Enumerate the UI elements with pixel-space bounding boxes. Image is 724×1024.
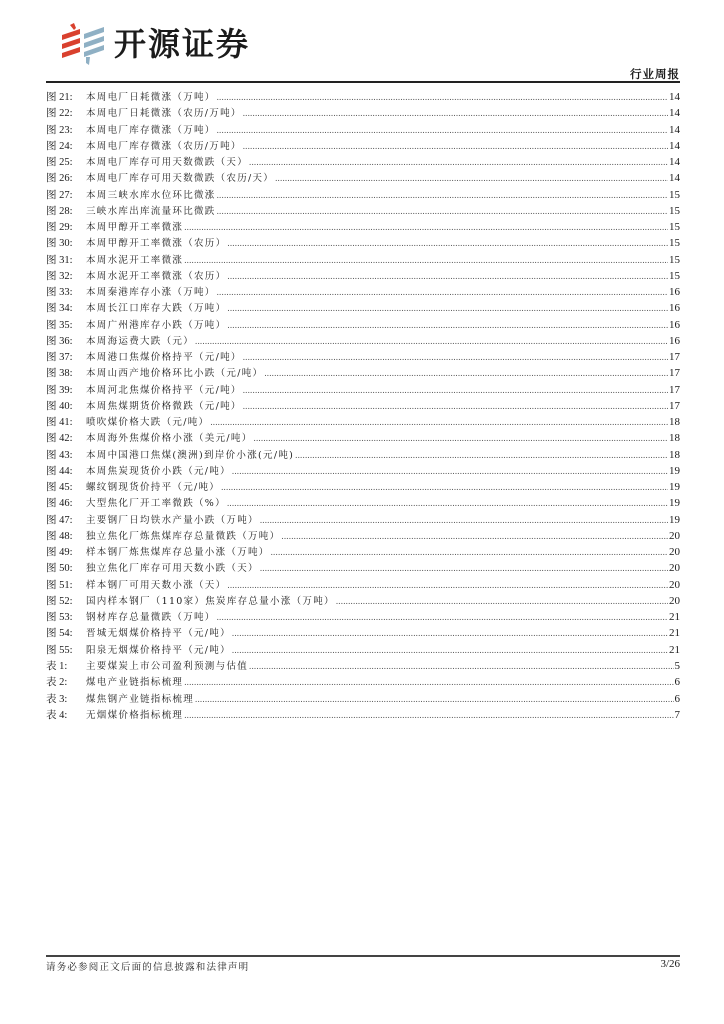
- leader-dots: [217, 122, 668, 138]
- leader-dots: [243, 349, 668, 365]
- leader-dots: [195, 691, 673, 707]
- entry-label: 表 4:: [46, 709, 68, 721]
- page-indicator: 3/26: [660, 958, 680, 970]
- entry-title: 国内样本钢厂（110家）焦炭库存总量小涨（万吨）: [86, 595, 335, 607]
- entry-label: 图 27:: [46, 189, 73, 201]
- entry-label: 图 46:: [46, 498, 73, 510]
- leader-dots: [243, 398, 668, 414]
- entry-title: 本周三峡水库水位环比微涨: [86, 189, 216, 201]
- entry-label: 图 32:: [46, 270, 73, 282]
- entry-title: 阳泉无烟煤价格持平（元/吨）: [86, 644, 231, 656]
- entry-label: 图 54:: [46, 628, 73, 640]
- brand-name: 开源证券: [114, 25, 251, 63]
- entry-page-number: 14: [669, 107, 680, 120]
- figure-entry[interactable]: [46, 382, 680, 398]
- entry-page-number: 15: [669, 221, 680, 233]
- leader-dots: [221, 479, 668, 495]
- entry-label: 图 43:: [46, 449, 73, 461]
- header-divider: [46, 81, 680, 83]
- entry-page-number: 17: [669, 367, 680, 380]
- entry-label: 图 29:: [46, 222, 73, 233]
- leader-dots: [184, 219, 668, 235]
- entry-title: 本周焦煤期货价格微跌（元/吨）: [86, 400, 242, 412]
- figure-entry[interactable]: [46, 593, 680, 609]
- leader-dots: [275, 170, 668, 186]
- leader-dots: [336, 593, 668, 609]
- figure-entry[interactable]: [46, 333, 680, 349]
- entry-title: 本周电厂库存可用天数微跌（天）: [86, 157, 249, 168]
- entry-title: 主要钢厂日均铁水产量小跌（万吨）: [86, 514, 259, 526]
- entry-title: 本周电厂库存可用天数微跌（农历/天）: [86, 173, 275, 185]
- entry-title: 无烟煤价格指标梳理: [86, 709, 184, 721]
- leader-dots: [217, 187, 668, 203]
- entry-page-number: 15: [669, 253, 680, 266]
- leader-dots: [184, 674, 673, 690]
- entry-title: 本周电厂日耗微涨（万吨）: [86, 92, 216, 103]
- figure-entry[interactable]: [46, 430, 680, 446]
- leader-dots: [232, 625, 668, 641]
- entry-page-number: 14: [669, 123, 680, 136]
- entry-page-number: 16: [669, 302, 680, 315]
- leader-dots: [217, 89, 668, 105]
- figure-entry[interactable]: [46, 284, 680, 300]
- leader-dots: [217, 203, 668, 219]
- entry-title: 本周海外焦煤价格小涨（美元/吨）: [86, 433, 253, 445]
- entry-page-number: 19: [669, 497, 680, 510]
- figure-entry[interactable]: [46, 544, 680, 560]
- entry-label: 图 38:: [46, 368, 73, 380]
- leader-dots: [227, 317, 668, 333]
- figure-entry[interactable]: [46, 138, 680, 154]
- leader-dots: [260, 512, 668, 528]
- entry-title: 本周甲醇开工率微涨: [86, 222, 184, 233]
- figure-entry[interactable]: [46, 170, 680, 186]
- entry-page-number: 20: [669, 529, 680, 542]
- figure-entry[interactable]: [46, 414, 680, 430]
- entry-label: 图 23:: [46, 124, 73, 136]
- entry-title: 主要煤炭上市公司盈利预测与估值: [86, 661, 249, 672]
- entry-page-number: 17: [669, 351, 680, 363]
- figure-entry[interactable]: [46, 187, 680, 203]
- entry-page-number: 20: [669, 578, 680, 591]
- entry-title: 样本钢厂炼焦煤库存总量小涨（万吨）: [86, 547, 270, 558]
- figure-entry[interactable]: [46, 528, 680, 544]
- entry-title: 本周海运费大跌（元）: [86, 335, 195, 347]
- entry-page-number: 14: [669, 139, 680, 152]
- brand-logo: [58, 20, 250, 68]
- entry-page-number: 16: [669, 334, 680, 347]
- entry-title: 钢材库存总量微跌（万吨）: [86, 612, 216, 623]
- entry-label: 图 39:: [46, 384, 73, 396]
- leader-dots: [184, 252, 668, 268]
- entry-title: 晋城无烟煤价格持平（元/吨）: [86, 628, 231, 640]
- entry-page-number: 19: [669, 464, 680, 477]
- entry-label: 图 35:: [46, 319, 73, 331]
- entry-page-number: 15: [669, 188, 680, 201]
- entry-page-number: 14: [669, 91, 680, 103]
- figure-entry[interactable]: [46, 235, 680, 251]
- entry-page-number: 7: [674, 708, 680, 721]
- footer-divider: [46, 955, 680, 957]
- entry-title: 煤电产业链指标梳理: [86, 677, 184, 689]
- entry-title: 本周焦炭现货价小跌（元/吨）: [86, 465, 231, 477]
- table-index: [46, 658, 680, 723]
- figure-entry[interactable]: [46, 122, 680, 138]
- entry-title: 本周甲醇开工率微涨（农历）: [86, 238, 227, 250]
- leader-dots: [232, 463, 668, 479]
- entry-title: 大型焦化厂开工率微跌（%）: [86, 498, 226, 510]
- entry-label: 图 33:: [46, 287, 73, 298]
- entry-label: 图 34:: [46, 303, 73, 315]
- entry-title: 本周广州港库存小跌（万吨）: [86, 319, 227, 331]
- entry-label: 图 21:: [46, 92, 73, 103]
- entry-title: 螺纹钢现货价持平（元/吨）: [86, 482, 221, 493]
- leader-dots: [184, 707, 673, 723]
- figure-entry[interactable]: [46, 300, 680, 316]
- entry-label: 表 3:: [46, 693, 68, 705]
- leader-dots: [260, 560, 668, 576]
- figure-entry[interactable]: [46, 203, 680, 219]
- report-type-label: 行业周报: [630, 67, 680, 81]
- leader-dots: [217, 284, 668, 300]
- entry-title: 煤焦钢产业链指标梳理: [86, 693, 195, 705]
- entry-label: 图 47:: [46, 514, 73, 526]
- entry-label: 图 31:: [46, 254, 73, 266]
- entry-label: 图 40:: [46, 400, 73, 412]
- entry-label: 图 24:: [46, 140, 73, 152]
- figure-entry[interactable]: [46, 154, 680, 170]
- entry-title: 本周电厂库存微涨（农历/万吨）: [86, 140, 242, 152]
- entry-title: 本周水泥开工率微涨（农历）: [86, 270, 227, 282]
- leader-dots: [264, 365, 668, 381]
- entry-label: 图 41:: [46, 417, 73, 428]
- leader-dots: [243, 105, 668, 121]
- entry-page-number: 20: [669, 594, 680, 607]
- entry-page-number: 16: [669, 286, 680, 298]
- entry-label: 图 48:: [46, 530, 73, 542]
- entry-label: 图 25:: [46, 157, 73, 168]
- entry-page-number: 21: [669, 611, 680, 623]
- figure-entry[interactable]: [46, 219, 680, 235]
- entry-label: 图 37:: [46, 352, 73, 363]
- entry-page-number: 18: [669, 448, 680, 461]
- entry-label: 图 52:: [46, 595, 73, 607]
- leader-dots: [281, 528, 668, 544]
- leader-dots: [271, 544, 668, 560]
- entry-title: 样本钢厂可用天数小涨（天）: [86, 579, 227, 591]
- entry-label: 表 1:: [46, 661, 68, 672]
- entry-page-number: 21: [669, 643, 680, 656]
- entry-label: 图 45:: [46, 482, 73, 493]
- figure-index: [46, 89, 680, 658]
- table-entry[interactable]: [46, 707, 680, 723]
- entry-label: 图 26:: [46, 173, 73, 185]
- figure-entry[interactable]: [46, 463, 680, 479]
- entry-title: 本周山西产地价格环比小跌（元/吨）: [86, 368, 264, 380]
- entry-label: 图 50:: [46, 563, 73, 575]
- leader-dots: [217, 609, 668, 625]
- figure-entry[interactable]: [46, 512, 680, 528]
- entry-label: 图 51:: [46, 579, 73, 591]
- leader-dots: [254, 430, 668, 446]
- figure-entry[interactable]: [46, 268, 680, 284]
- entry-page-number: 18: [669, 416, 680, 428]
- entry-label: 图 53:: [46, 612, 73, 623]
- entry-page-number: 19: [669, 513, 680, 526]
- figure-entry[interactable]: [46, 89, 680, 105]
- leader-dots: [227, 495, 668, 511]
- figure-entry[interactable]: [46, 105, 680, 121]
- entry-title: 独立焦化厂炼焦煤库存总量微跌（万吨）: [86, 530, 281, 542]
- figure-entry[interactable]: [46, 365, 680, 381]
- entry-page-number: 17: [669, 383, 680, 396]
- entry-page-number: 15: [669, 204, 680, 217]
- leader-dots: [249, 154, 668, 170]
- entry-title: 本周长江口库存大跌（万吨）: [86, 303, 227, 315]
- brand-logo-icon: [58, 21, 108, 67]
- leader-dots: [227, 235, 668, 251]
- figure-entry[interactable]: [46, 479, 680, 495]
- leader-dots: [227, 577, 668, 593]
- entry-label: 图 28:: [46, 205, 73, 217]
- entry-label: 图 42:: [46, 433, 73, 445]
- leader-dots: [227, 268, 668, 284]
- figure-entry[interactable]: [46, 252, 680, 268]
- leader-dots: [232, 642, 668, 658]
- entry-title: 本周水泥开工率微涨: [86, 254, 184, 266]
- leader-dots: [243, 138, 668, 154]
- entry-title: 本周中国港口焦煤(澳洲)到岸价小涨(元/吨): [86, 449, 295, 461]
- entry-label: 图 36:: [46, 335, 73, 347]
- leader-dots: [249, 658, 673, 674]
- entry-title: 本周电厂日耗微涨（农历/万吨）: [86, 108, 242, 120]
- entry-label: 图 55:: [46, 644, 73, 656]
- entry-label: 表 2:: [46, 677, 68, 689]
- figure-entry[interactable]: [46, 317, 680, 333]
- figure-entry[interactable]: [46, 495, 680, 511]
- entry-page-number: 6: [674, 692, 680, 705]
- entry-page-number: 21: [669, 627, 680, 640]
- entry-label: 图 44:: [46, 465, 73, 477]
- figure-entry[interactable]: [46, 577, 680, 593]
- entry-title: 本周电厂库存微涨（万吨）: [86, 124, 216, 136]
- figure-entry[interactable]: [46, 398, 680, 414]
- entry-page-number: 5: [674, 660, 680, 672]
- leader-dots: [227, 300, 668, 316]
- figure-entry[interactable]: [46, 642, 680, 658]
- figure-entry[interactable]: [46, 447, 680, 463]
- figure-entry[interactable]: [46, 625, 680, 641]
- entry-page-number: 14: [669, 156, 680, 168]
- entry-page-number: 15: [669, 269, 680, 282]
- figure-entry[interactable]: [46, 609, 680, 625]
- table-entry[interactable]: [46, 674, 680, 690]
- entry-title: 独立焦化厂库存可用天数小跌（天）: [86, 563, 259, 575]
- entry-title: 本周河北焦煤价格持平（元/吨）: [86, 384, 242, 396]
- footer-disclaimer: 请务必参阅正文后面的信息披露和法律声明: [46, 962, 250, 973]
- entry-title: 三峡水库出库流量环比微跌: [86, 205, 216, 217]
- leader-dots: [195, 333, 668, 349]
- entry-label: 图 30:: [46, 238, 73, 250]
- figure-entry[interactable]: [46, 349, 680, 365]
- table-entry[interactable]: [46, 658, 680, 674]
- leader-dots: [243, 382, 668, 398]
- leader-dots: [210, 414, 668, 430]
- entry-title: 喷吹煤价格大跌（元/吨）: [86, 417, 210, 428]
- entry-page-number: 18: [669, 432, 680, 445]
- entry-title: 本周港口焦煤价格持平（元/吨）: [86, 352, 242, 363]
- entry-page-number: 16: [669, 318, 680, 331]
- figure-entry[interactable]: [46, 560, 680, 576]
- leader-dots: [295, 447, 668, 463]
- entry-title: 本周秦港库存小涨（万吨）: [86, 287, 216, 298]
- entry-page-number: 19: [669, 481, 680, 493]
- table-entry[interactable]: [46, 691, 680, 707]
- entry-page-number: 20: [669, 562, 680, 575]
- entry-label: 图 49:: [46, 547, 73, 558]
- entry-page-number: 14: [669, 172, 680, 185]
- entry-page-number: 20: [669, 546, 680, 558]
- entry-page-number: 6: [674, 676, 680, 689]
- entry-label: 图 22:: [46, 108, 73, 120]
- entry-page-number: 17: [669, 399, 680, 412]
- entry-page-number: 15: [669, 237, 680, 250]
